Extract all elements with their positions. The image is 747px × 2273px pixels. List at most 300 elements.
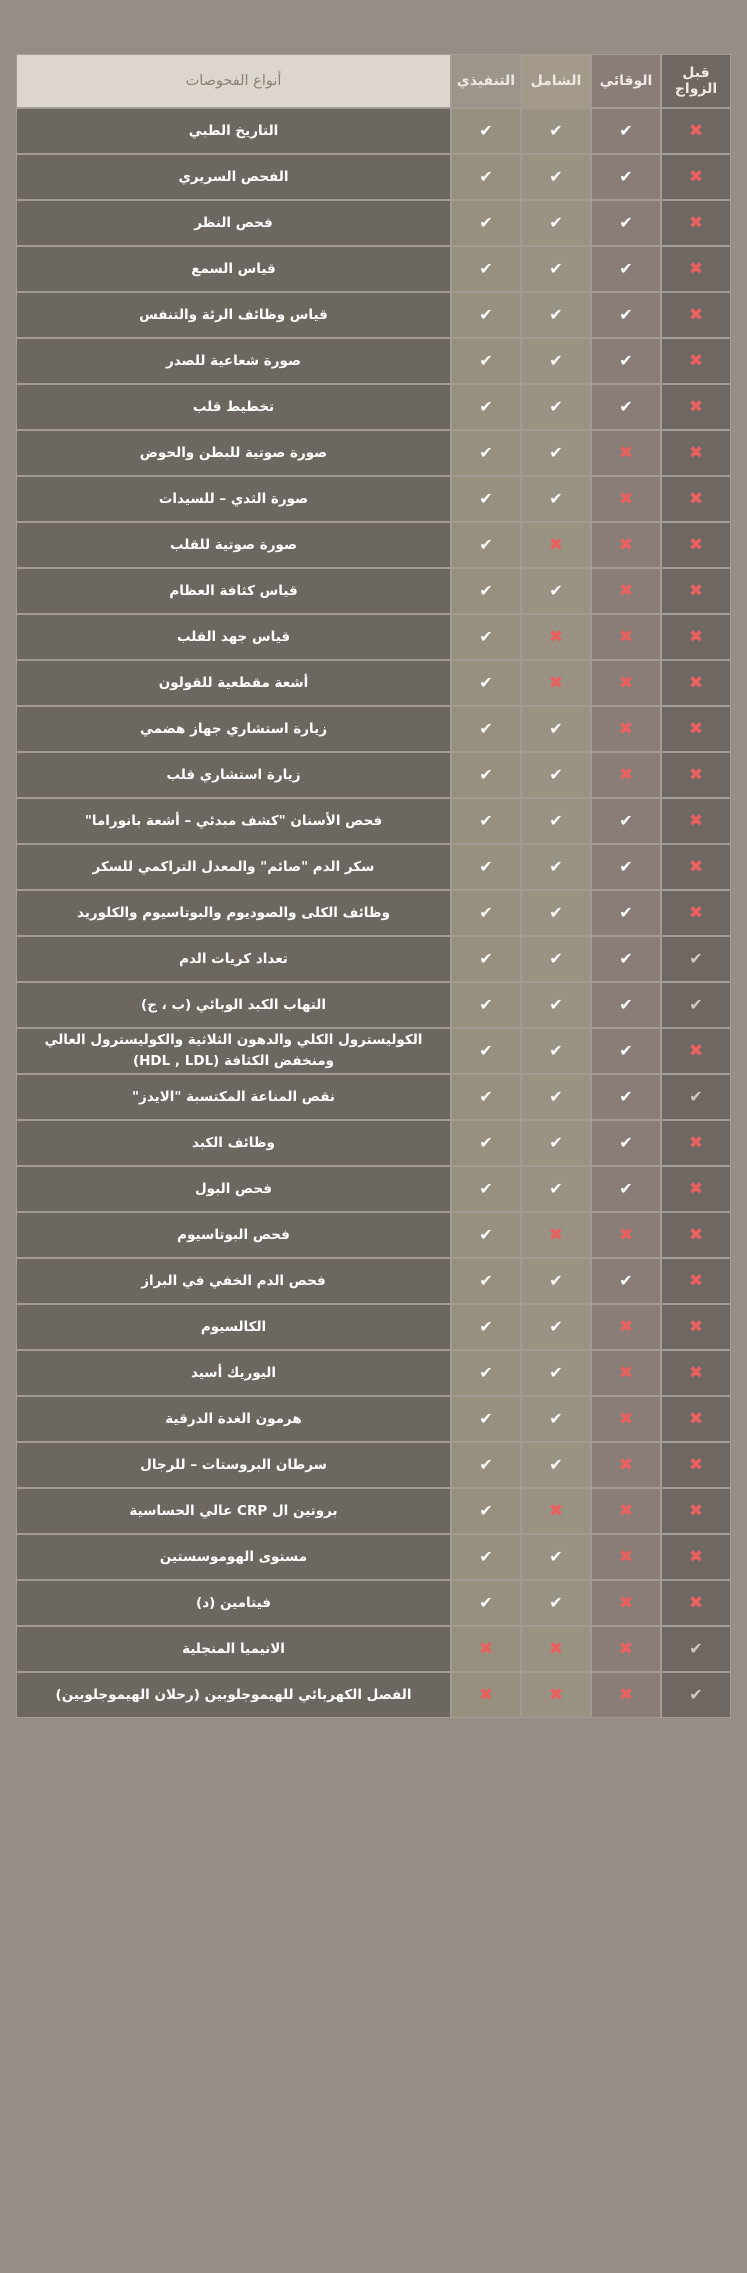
check-icon: ✔ — [689, 1638, 703, 1658]
cell-exam-name: سرطان البروستات – للرجال — [16, 1442, 451, 1488]
cell-comprehensive — [521, 614, 591, 660]
cell-premarital — [661, 1580, 731, 1626]
cell-premarital — [661, 1396, 731, 1442]
cell-premarital — [661, 706, 731, 752]
cell-exam-name: صورة شعاعية للصدر — [16, 338, 451, 384]
table-row — [16, 1304, 731, 1350]
cell-preventive — [591, 936, 661, 982]
cell-comprehensive — [521, 1396, 591, 1442]
cross-icon: ✖ — [688, 810, 704, 831]
cross-icon: ✖ — [618, 764, 634, 785]
cell-exam-name: الكالسيوم — [16, 1304, 451, 1350]
check-icon: ✔ — [479, 718, 493, 738]
cell-premarital — [661, 752, 731, 798]
cell-exam-name: وظائف الكبد — [16, 1120, 451, 1166]
check-icon: ✔ — [549, 258, 563, 278]
cell-preventive — [591, 1442, 661, 1488]
cross-icon: ✖ — [618, 1546, 634, 1567]
cross-icon: ✖ — [688, 258, 704, 279]
check-icon: ✔ — [479, 1546, 493, 1566]
cell-preventive — [591, 1212, 661, 1258]
cell-exam-name: سكر الدم "صائم" والمعدل التراكمي للسكر — [16, 844, 451, 890]
check-icon: ✔ — [479, 948, 493, 968]
check-icon: ✔ — [549, 396, 563, 416]
check-icon: ✔ — [549, 1546, 563, 1566]
check-icon: ✔ — [549, 1040, 563, 1060]
cell-preventive — [591, 982, 661, 1028]
cell-comprehensive — [521, 1626, 591, 1672]
cell-premarital — [661, 384, 731, 430]
cell-comprehensive — [521, 338, 591, 384]
cell-executive — [451, 1534, 521, 1580]
cross-icon: ✖ — [618, 1500, 634, 1521]
check-icon: ✔ — [479, 350, 493, 370]
table-row — [16, 1166, 731, 1212]
cell-preventive — [591, 660, 661, 706]
check-icon: ✔ — [549, 810, 563, 830]
cell-preventive — [591, 1120, 661, 1166]
cross-icon: ✖ — [548, 1684, 564, 1705]
check-icon: ✔ — [619, 1086, 633, 1106]
check-icon: ✔ — [479, 258, 493, 278]
check-icon: ✔ — [479, 1040, 493, 1060]
cell-comprehensive — [521, 522, 591, 568]
cell-preventive — [591, 1166, 661, 1212]
cross-icon: ✖ — [688, 166, 704, 187]
cell-executive — [451, 844, 521, 890]
cell-comprehensive — [521, 706, 591, 752]
table-row — [16, 1442, 731, 1488]
cross-icon: ✖ — [688, 488, 704, 509]
cell-executive — [451, 936, 521, 982]
table-row — [16, 890, 731, 936]
cell-preventive — [591, 430, 661, 476]
column-header-preventive: الوقائي — [591, 54, 661, 108]
check-icon: ✔ — [689, 1086, 703, 1106]
cell-exam-name: الانيميا المنجلية — [16, 1626, 451, 1672]
cross-icon: ✖ — [548, 626, 564, 647]
cell-preventive — [591, 338, 661, 384]
column-header-executive: التنفيذي — [451, 54, 521, 108]
cell-comprehensive — [521, 1120, 591, 1166]
cross-icon: ✖ — [478, 1638, 494, 1659]
check-icon: ✔ — [479, 1408, 493, 1428]
check-icon: ✔ — [479, 166, 493, 186]
cell-comprehensive — [521, 1442, 591, 1488]
cell-comprehensive — [521, 154, 591, 200]
cell-preventive — [591, 568, 661, 614]
check-icon: ✔ — [549, 764, 563, 784]
check-icon: ✔ — [549, 902, 563, 922]
cell-premarital — [661, 1074, 731, 1120]
cell-comprehensive — [521, 798, 591, 844]
cell-executive — [451, 292, 521, 338]
check-icon: ✔ — [479, 1086, 493, 1106]
column-header-premarital: قبل الزواج — [661, 54, 731, 108]
check-icon: ✔ — [619, 166, 633, 186]
cell-premarital — [661, 982, 731, 1028]
cell-premarital — [661, 1166, 731, 1212]
cell-premarital — [661, 1626, 731, 1672]
cell-exam-name: التهاب الكبد الوبائي (ب ، ج) — [16, 982, 451, 1028]
cell-executive — [451, 522, 521, 568]
cross-icon: ✖ — [548, 672, 564, 693]
cross-icon: ✖ — [688, 350, 704, 371]
check-icon: ✔ — [479, 810, 493, 830]
cell-exam-name: فيتامين (د) — [16, 1580, 451, 1626]
cell-comprehensive — [521, 1534, 591, 1580]
cross-icon: ✖ — [688, 304, 704, 325]
cell-premarital — [661, 154, 731, 200]
cell-preventive — [591, 1396, 661, 1442]
cell-executive — [451, 1626, 521, 1672]
cell-executive — [451, 1396, 521, 1442]
cell-preventive — [591, 706, 661, 752]
cell-executive — [451, 1166, 521, 1212]
cross-icon: ✖ — [688, 1178, 704, 1199]
cross-icon: ✖ — [688, 396, 704, 417]
cell-comprehensive — [521, 1580, 591, 1626]
cross-icon: ✖ — [618, 1638, 634, 1659]
cross-icon: ✖ — [688, 856, 704, 877]
table-row — [16, 292, 731, 338]
cell-premarital — [661, 1442, 731, 1488]
check-icon: ✔ — [619, 350, 633, 370]
cell-exam-name: هرمون الغدة الدرقية — [16, 1396, 451, 1442]
cross-icon: ✖ — [548, 1224, 564, 1245]
cell-executive — [451, 568, 521, 614]
cell-comprehensive — [521, 246, 591, 292]
table-row — [16, 476, 731, 522]
check-icon: ✔ — [479, 1178, 493, 1198]
check-icon: ✔ — [479, 902, 493, 922]
cell-exam-name: قياس كثافة العظام — [16, 568, 451, 614]
cell-preventive — [591, 522, 661, 568]
table-row — [16, 660, 731, 706]
cross-icon: ✖ — [618, 1454, 634, 1475]
cell-preventive — [591, 1258, 661, 1304]
cell-exam-name: وظائف الكلى والصوديوم والبوتاسيوم والكلوريد — [16, 890, 451, 936]
cross-icon: ✖ — [688, 1592, 704, 1613]
check-icon: ✔ — [549, 442, 563, 462]
cell-premarital — [661, 1672, 731, 1718]
check-icon: ✔ — [479, 534, 493, 554]
check-icon: ✔ — [549, 994, 563, 1014]
cross-icon: ✖ — [618, 718, 634, 739]
cross-icon: ✖ — [688, 626, 704, 647]
check-icon: ✔ — [549, 1454, 563, 1474]
cell-comprehensive — [521, 1350, 591, 1396]
cell-executive — [451, 1672, 521, 1718]
cell-exam-name: فحص الأسنان "كشف مبدئي – أشعة بانوراما" — [16, 798, 451, 844]
table-row — [16, 706, 731, 752]
table-row — [16, 384, 731, 430]
cross-icon: ✖ — [618, 1362, 634, 1383]
check-icon: ✔ — [479, 488, 493, 508]
cross-icon: ✖ — [548, 1638, 564, 1659]
check-icon: ✔ — [549, 350, 563, 370]
cell-premarital — [661, 338, 731, 384]
check-icon: ✔ — [619, 304, 633, 324]
cell-premarital — [661, 1304, 731, 1350]
check-icon: ✔ — [479, 580, 493, 600]
cell-premarital — [661, 1120, 731, 1166]
cell-executive — [451, 752, 521, 798]
check-icon: ✔ — [619, 258, 633, 278]
cell-preventive — [591, 1580, 661, 1626]
check-icon: ✔ — [549, 212, 563, 232]
check-icon: ✔ — [479, 672, 493, 692]
check-icon: ✔ — [619, 120, 633, 140]
cell-preventive — [591, 798, 661, 844]
cell-premarital — [661, 200, 731, 246]
check-icon: ✔ — [549, 580, 563, 600]
cell-executive — [451, 246, 521, 292]
cell-preventive — [591, 200, 661, 246]
cell-comprehensive — [521, 1304, 591, 1350]
table-row — [16, 1350, 731, 1396]
cell-executive — [451, 798, 521, 844]
check-icon: ✔ — [479, 626, 493, 646]
cell-executive — [451, 108, 521, 154]
check-icon: ✔ — [479, 764, 493, 784]
cell-executive — [451, 1028, 521, 1074]
check-icon: ✔ — [549, 1592, 563, 1612]
check-icon: ✔ — [689, 1684, 703, 1704]
table-row — [16, 200, 731, 246]
check-icon: ✔ — [689, 948, 703, 968]
cell-exam-name: صورة صوتية للقلب — [16, 522, 451, 568]
check-icon: ✔ — [479, 1132, 493, 1152]
cell-comprehensive — [521, 1212, 591, 1258]
table-row — [16, 1534, 731, 1580]
cell-exam-name: قياس وظائف الرئة والتنفس — [16, 292, 451, 338]
cell-premarital — [661, 246, 731, 292]
cell-exam-name: الكوليسترول الكلي والدهون الثلاثية والكوليسترول العالي ومنخفض الكثافة (HDL , LDL) — [16, 1028, 451, 1074]
cell-premarital — [661, 1534, 731, 1580]
check-icon: ✔ — [619, 1178, 633, 1198]
check-icon: ✔ — [619, 994, 633, 1014]
cell-preventive — [591, 1074, 661, 1120]
check-icon: ✔ — [619, 810, 633, 830]
table-row — [16, 936, 731, 982]
table-row — [16, 1212, 731, 1258]
cross-icon: ✖ — [688, 1270, 704, 1291]
cross-icon: ✖ — [688, 1224, 704, 1245]
cell-preventive — [591, 1488, 661, 1534]
cell-comprehensive — [521, 568, 591, 614]
check-icon: ✔ — [689, 994, 703, 1014]
cell-comprehensive — [521, 936, 591, 982]
check-icon: ✔ — [479, 442, 493, 462]
cell-premarital — [661, 936, 731, 982]
table-row — [16, 614, 731, 660]
cross-icon: ✖ — [688, 1454, 704, 1475]
cross-icon: ✖ — [618, 442, 634, 463]
check-icon: ✔ — [479, 1316, 493, 1336]
check-icon: ✔ — [549, 304, 563, 324]
cell-preventive — [591, 752, 661, 798]
check-icon: ✔ — [549, 948, 563, 968]
check-icon: ✔ — [549, 856, 563, 876]
cell-preventive — [591, 890, 661, 936]
examination-comparison-table — [16, 54, 731, 1718]
check-icon: ✔ — [479, 1454, 493, 1474]
check-icon: ✔ — [479, 120, 493, 140]
cell-premarital — [661, 1350, 731, 1396]
cell-exam-name: فحص البول — [16, 1166, 451, 1212]
check-icon: ✔ — [479, 1500, 493, 1520]
cell-preventive — [591, 154, 661, 200]
cell-premarital — [661, 108, 731, 154]
cell-exam-name: قياس جهد القلب — [16, 614, 451, 660]
cell-comprehensive — [521, 890, 591, 936]
cross-icon: ✖ — [688, 1500, 704, 1521]
cell-executive — [451, 338, 521, 384]
cell-comprehensive — [521, 660, 591, 706]
check-icon: ✔ — [479, 994, 493, 1014]
table-row — [16, 246, 731, 292]
cell-exam-name: أشعة مقطعية للقولون — [16, 660, 451, 706]
cross-icon: ✖ — [548, 534, 564, 555]
cell-premarital — [661, 1028, 731, 1074]
table-header — [16, 54, 731, 108]
check-icon: ✔ — [619, 1132, 633, 1152]
cell-exam-name: زيارة استشاري قلب — [16, 752, 451, 798]
check-icon: ✔ — [549, 166, 563, 186]
check-icon: ✔ — [479, 396, 493, 416]
cross-icon: ✖ — [618, 1592, 634, 1613]
cell-exam-name: تخطيط قلب — [16, 384, 451, 430]
check-icon: ✔ — [549, 1316, 563, 1336]
cell-executive — [451, 1442, 521, 1488]
cell-exam-name: نقص المناعة المكتسبة "الايدز" — [16, 1074, 451, 1120]
cross-icon: ✖ — [688, 718, 704, 739]
table-row — [16, 522, 731, 568]
cell-exam-name: زيارة استشاري جهاز هضمي — [16, 706, 451, 752]
column-header-exam-types: أنواع الفحوصات — [16, 54, 451, 108]
cell-executive — [451, 1350, 521, 1396]
cross-icon: ✖ — [688, 534, 704, 555]
table-row — [16, 982, 731, 1028]
cell-executive — [451, 890, 521, 936]
check-icon: ✔ — [479, 1224, 493, 1244]
cross-icon: ✖ — [618, 1224, 634, 1245]
cell-premarital — [661, 890, 731, 936]
cell-executive — [451, 982, 521, 1028]
cell-executive — [451, 614, 521, 660]
cell-preventive — [591, 246, 661, 292]
cell-preventive — [591, 108, 661, 154]
cell-exam-name: صورة الثدي – للسيدات — [16, 476, 451, 522]
cell-comprehensive — [521, 292, 591, 338]
cell-exam-name: الفصل الكهربائي للهيموجلوبين (رحلان الهيموجلوبين) — [16, 1672, 451, 1718]
cell-preventive — [591, 1534, 661, 1580]
cross-icon: ✖ — [688, 1316, 704, 1337]
cell-comprehensive — [521, 384, 591, 430]
cell-preventive — [591, 384, 661, 430]
cross-icon: ✖ — [618, 1684, 634, 1705]
check-icon: ✔ — [619, 1270, 633, 1290]
cell-executive — [451, 1258, 521, 1304]
check-icon: ✔ — [479, 1362, 493, 1382]
cell-exam-name: فحص الدم الخفي في البراز — [16, 1258, 451, 1304]
check-icon: ✔ — [549, 1408, 563, 1428]
cross-icon: ✖ — [688, 580, 704, 601]
cell-exam-name: تعداد كريات الدم — [16, 936, 451, 982]
cross-icon: ✖ — [618, 1316, 634, 1337]
cross-icon: ✖ — [618, 488, 634, 509]
check-icon: ✔ — [619, 396, 633, 416]
cell-exam-name: التاريخ الطبي — [16, 108, 451, 154]
cell-executive — [451, 660, 521, 706]
cell-comprehensive — [521, 982, 591, 1028]
cell-premarital — [661, 844, 731, 890]
cross-icon: ✖ — [688, 902, 704, 923]
table-body — [16, 108, 731, 1718]
cross-icon: ✖ — [618, 580, 634, 601]
cell-executive — [451, 1120, 521, 1166]
table-row — [16, 338, 731, 384]
table-row — [16, 1028, 731, 1074]
table-row — [16, 752, 731, 798]
check-icon: ✔ — [479, 1592, 493, 1612]
cross-icon: ✖ — [618, 672, 634, 693]
check-icon: ✔ — [619, 1040, 633, 1060]
cell-preventive — [591, 292, 661, 338]
cell-premarital — [661, 1212, 731, 1258]
table-row — [16, 1074, 731, 1120]
check-icon: ✔ — [479, 304, 493, 324]
cell-comprehensive — [521, 200, 591, 246]
cell-preventive — [591, 844, 661, 890]
cell-executive — [451, 1488, 521, 1534]
cell-exam-name: فحص النظر — [16, 200, 451, 246]
table-row — [16, 844, 731, 890]
cell-exam-name: قياس السمع — [16, 246, 451, 292]
check-icon: ✔ — [549, 120, 563, 140]
check-icon: ✔ — [549, 1132, 563, 1152]
cell-executive — [451, 154, 521, 200]
cell-premarital — [661, 292, 731, 338]
cross-icon: ✖ — [618, 1408, 634, 1429]
cell-preventive — [591, 1028, 661, 1074]
check-icon: ✔ — [619, 856, 633, 876]
cell-exam-name: اليوريك أسيد — [16, 1350, 451, 1396]
table-header-row — [16, 54, 731, 108]
cell-preventive — [591, 614, 661, 660]
cell-comprehensive — [521, 1166, 591, 1212]
table-row — [16, 430, 731, 476]
cross-icon: ✖ — [688, 1546, 704, 1567]
cross-icon: ✖ — [688, 442, 704, 463]
cell-comprehensive — [521, 844, 591, 890]
cell-exam-name: مستوى الهوموسستين — [16, 1534, 451, 1580]
check-icon: ✔ — [549, 1270, 563, 1290]
cross-icon: ✖ — [478, 1684, 494, 1705]
cross-icon: ✖ — [618, 626, 634, 647]
cross-icon: ✖ — [688, 212, 704, 233]
table-row — [16, 1672, 731, 1718]
cell-executive — [451, 706, 521, 752]
cell-executive — [451, 1580, 521, 1626]
cross-icon: ✖ — [688, 1132, 704, 1153]
cell-preventive — [591, 476, 661, 522]
check-icon: ✔ — [479, 856, 493, 876]
cell-executive — [451, 430, 521, 476]
check-icon: ✔ — [479, 1270, 493, 1290]
table-row — [16, 1396, 731, 1442]
